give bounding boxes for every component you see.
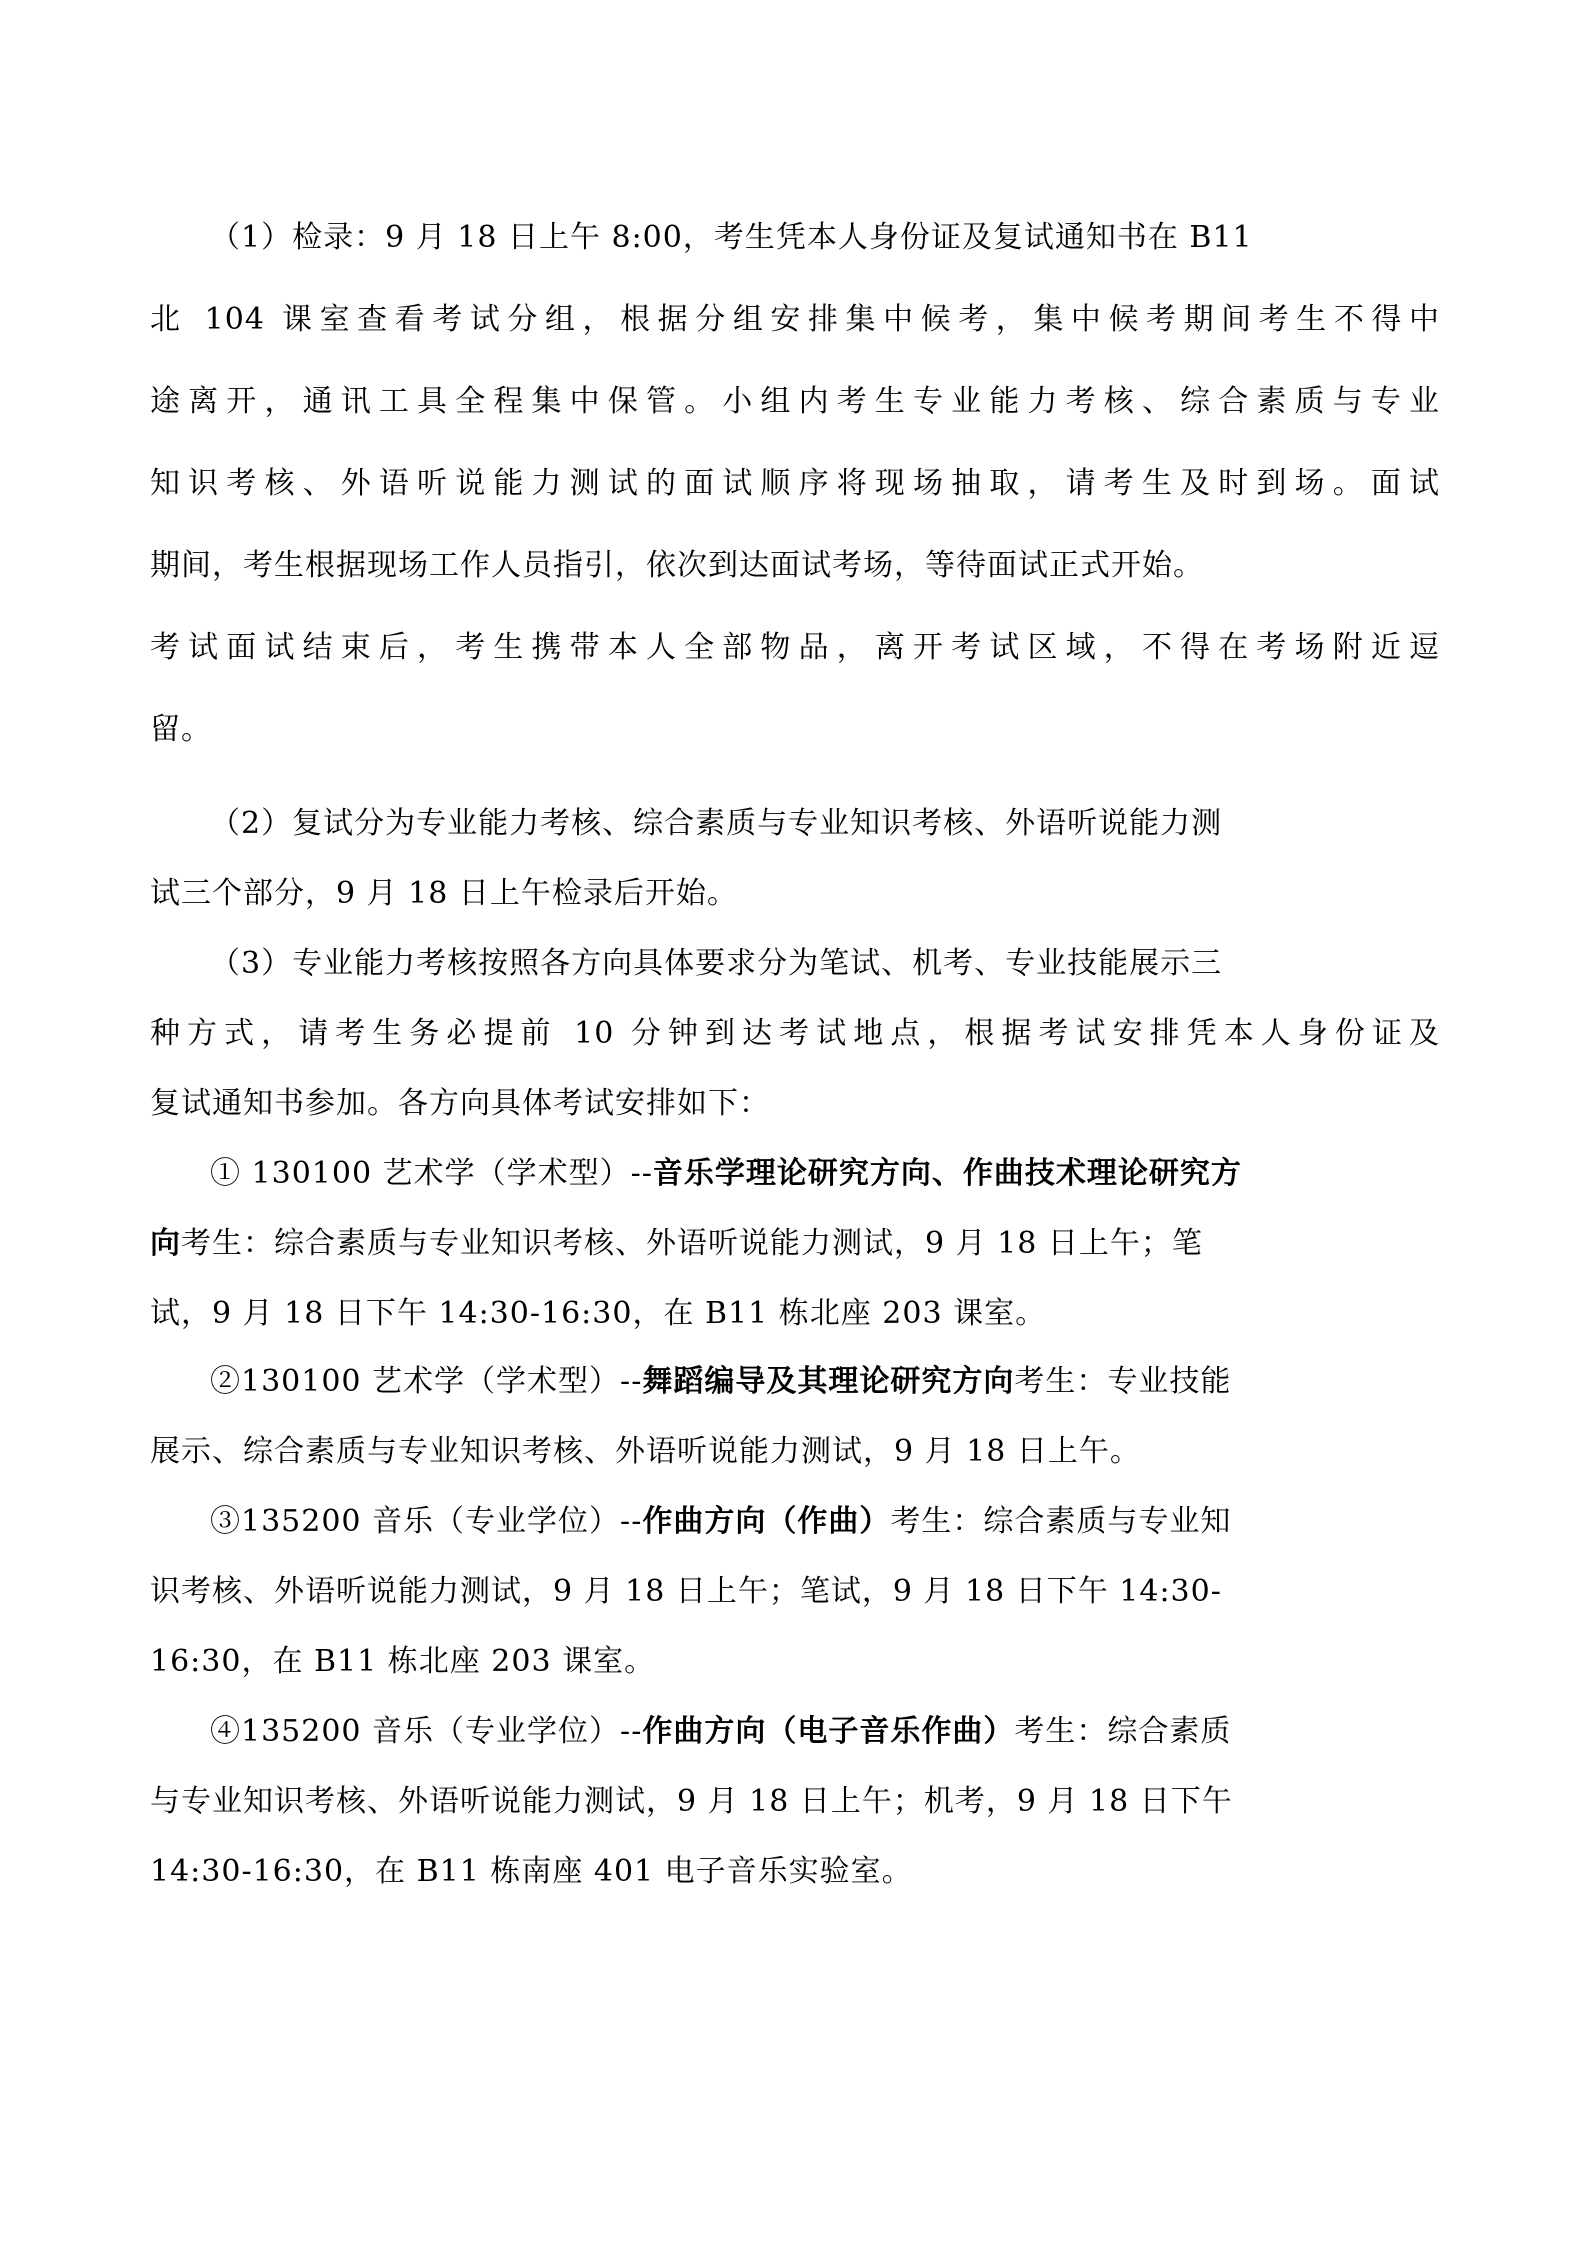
text-line: 试三个部分，9 月 18 日上午检录后开始。 <box>150 876 738 911</box>
text-line: ③135200 音乐（专业学位）--作曲方向（作曲）考生：综合素质与专业知 <box>210 1504 1232 1539</box>
item-electronic-music-composition <box>150 1712 1440 1892</box>
text-line: ②130100 艺术学（学术型）--舞蹈编导及其理论研究方向考生：专业技能 <box>210 1364 1232 1399</box>
text-line: 复试通知书参加。各方向具体考试安排如下： <box>150 1086 770 1121</box>
text-line: 16:30，在 B11 栋北座 203 课室。 <box>150 1644 656 1679</box>
direction-name: 作曲方向（作曲） <box>642 1504 891 1539</box>
direction-name: 作曲方向（电子音乐作曲） <box>642 1714 1015 1749</box>
item-prefix: ③135200 音乐（专业学位）-- <box>210 1504 643 1539</box>
item-prefix: ②130100 艺术学（学术型）-- <box>210 1364 643 1399</box>
direction-name: 舞蹈编导及其理论研究方向 <box>642 1364 1015 1399</box>
text-line: 14:30-16:30，在 B11 栋南座 401 电子音乐实验室。 <box>150 1854 913 1889</box>
text-line: （1）检录：9 月 18 日上午 8:00，考生凭本人身份证及复试通知书在 B11 <box>210 220 1253 255</box>
text-line: ④135200 音乐（专业学位）--作曲方向（电子音乐作曲）考生：综合素质 <box>210 1714 1232 1749</box>
text-line: 考试面试结束后，考生携带本人全部物品，离开考试区域，不得在考场附近逗 <box>150 630 1440 665</box>
item-prefix: ④135200 音乐（专业学位）-- <box>210 1714 643 1749</box>
paragraph-retest-parts <box>150 804 1440 914</box>
text-line: 北 104 课室查看考试分组，根据分组安排集中候考，集中候考期间考生不得中 <box>150 302 1440 337</box>
text-line: 与专业知识考核、外语听说能力测试，9 月 18 日上午；机考，9 月 18 日下午 <box>150 1784 1233 1819</box>
text-line: 期间，考生根据现场工作人员指引，依次到达面试考场，等待面试正式开始。 <box>150 548 1204 583</box>
item-composition <box>150 1502 1440 1682</box>
text-line: 知识考核、外语听说能力测试的面试顺序将现场抽取，请考生及时到场。面试 <box>150 466 1440 501</box>
direction-name: 音乐学理论研究方向、作曲技术理论研究方 <box>652 1156 1242 1191</box>
item-prefix: ① 130100 艺术学（学术型）-- <box>210 1156 653 1191</box>
text-line: 向考生：综合素质与专业知识考核、外语听说能力测试，9 月 18 日上午；笔 <box>150 1226 1203 1261</box>
text-line: 种方式，请考生务必提前 10 分钟到达考试地点，根据考试安排凭本人身份证及 <box>150 1016 1440 1051</box>
text-line: 试，9 月 18 日下午 14:30-16:30，在 B11 栋北座 203 课室。 <box>150 1296 1047 1331</box>
paragraph-professional-assessment <box>150 944 1440 1124</box>
text-line <box>150 1154 1440 1194</box>
text-line: 展示、综合素质与专业知识考核、外语听说能力测试，9 月 18 日上午。 <box>150 1434 1141 1469</box>
item-dance-choreography <box>150 1362 1440 1472</box>
item-musicology-composition-theory <box>150 1154 1440 1334</box>
text-line: （3）专业能力考核按照各方向具体要求分为笔试、机考、专业技能展示三 <box>210 946 1223 981</box>
direction-name: 向 <box>150 1226 181 1261</box>
text-line: 留。 <box>150 712 212 747</box>
paragraph-checkin <box>150 218 1440 750</box>
text-line: 途离开，通讯工具全程集中保管。小组内考生专业能力考核、综合素质与专业 <box>150 384 1440 419</box>
text-line: （2）复试分为专业能力考核、综合素质与专业知识考核、外语听说能力测 <box>210 806 1223 841</box>
text-line: 识考核、外语听说能力测试，9 月 18 日上午；笔试，9 月 18 日下午 14:30- <box>150 1574 1222 1609</box>
